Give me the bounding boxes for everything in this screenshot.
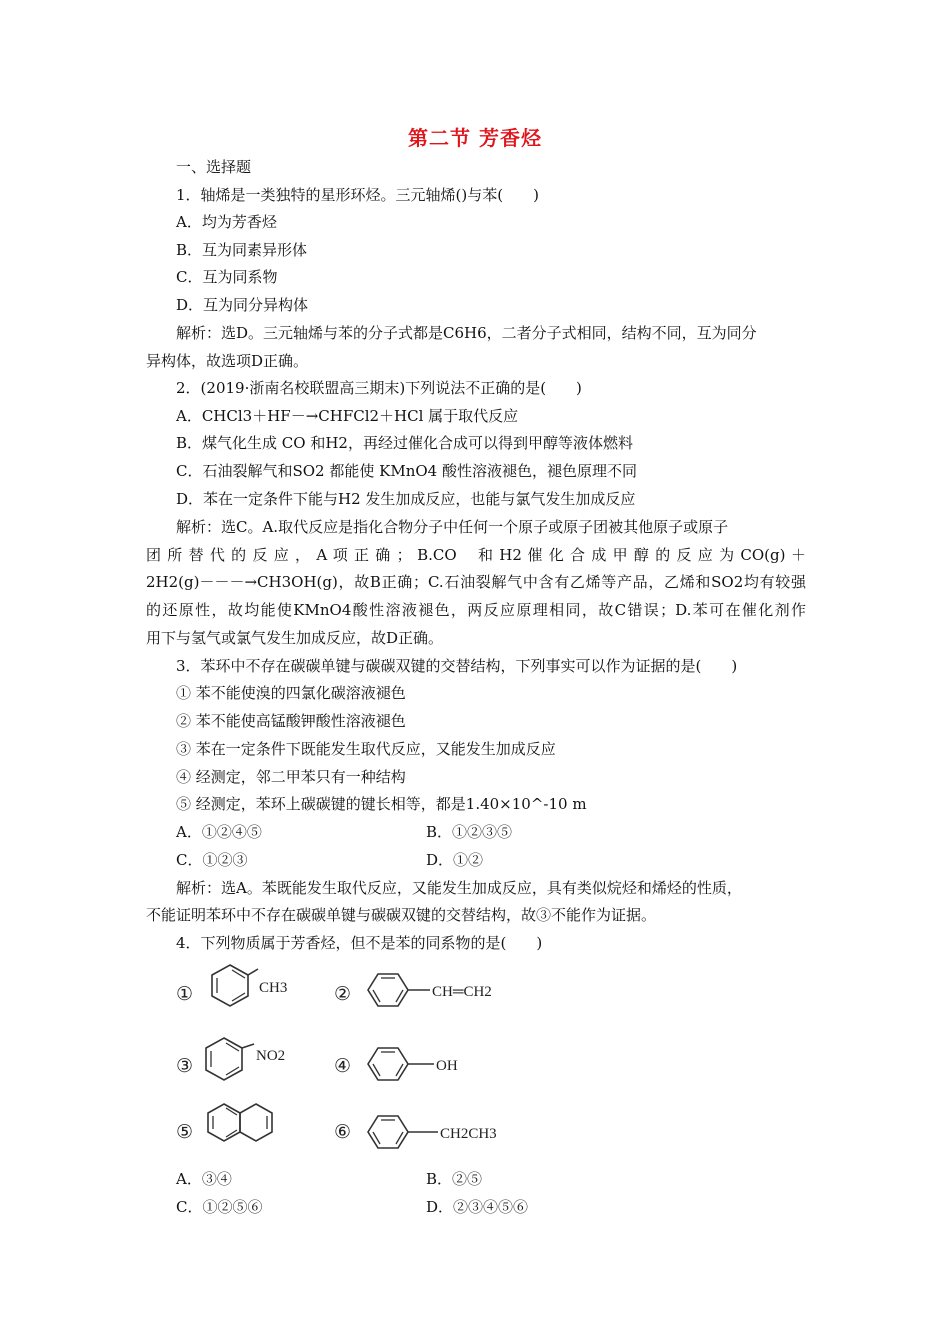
q4-option-d: D．②③④⑤⑥ <box>426 1198 529 1216</box>
substituent-label: CH═CH2 <box>432 984 492 1000</box>
structure-5-naphthalene <box>172 1098 312 1168</box>
q1-option-c: C．互为同系物 <box>176 268 278 286</box>
q3-option-b: B．①②③⑤ <box>426 823 513 841</box>
q2-option-d: D．苯在一定条件下能与H2 发生加成反应，也能与氯气发生加成反应 <box>176 490 636 508</box>
q3-stem: 3．苯环中不存在碳碳单键与碳碳双键的交替结构，下列事实可以作为证据的是( ) <box>176 657 738 675</box>
q3-analysis-line: 不能证明苯环中不存在碳碳单键与碳碳双键的交替结构，故③不能作为证据。 <box>146 906 657 924</box>
q1-stem: 1．轴烯是一类独特的星形环烃。三元轴烯()与苯( ) <box>176 186 539 204</box>
section-heading: 一、选择题 <box>176 158 252 176</box>
q3-fact-1: ① 苯不能使溴的四氯化碳溶液褪色 <box>176 684 406 702</box>
substituent-label: OH <box>436 1058 458 1074</box>
structure-3-nitrobenzene <box>172 1030 312 1100</box>
q4-option-c: C．①②⑤⑥ <box>176 1198 263 1216</box>
q3-fact-4: ④ 经测定，邻二甲苯只有一种结构 <box>176 768 406 786</box>
q3-option-a: A．①②④⑤ <box>176 823 262 841</box>
q2-option-a: A．CHCl3＋HF－→CHFCl2＋HCl 属于取代反应 <box>176 407 519 425</box>
structure-number: ⑤ <box>176 1121 194 1143</box>
q2-analysis-line: 的还原性，故均能使KMnO4酸性溶液褪色，两反应原理相同，故C错误；D.苯可在催化剂作 <box>146 601 806 619</box>
structure-2-styrene <box>330 960 520 1030</box>
substituent-label: NO2 <box>256 1048 286 1064</box>
structure-1-toluene <box>172 960 312 1030</box>
q3-fact-2: ② 苯不能使高锰酸钾酸性溶液褪色 <box>176 712 406 730</box>
q3-option-c: C．①②③ <box>176 851 248 869</box>
q2-option-c: C．石油裂解气和SO2 都能使 KMnO4 酸性溶液褪色，褪色原理不同 <box>176 462 637 480</box>
q3-analysis-line: 解析：选A。苯既能发生取代反应，又能发生加成反应，具有类似烷烃和烯烃的性质， <box>176 879 742 897</box>
q4-option-a: A．③④ <box>176 1170 232 1188</box>
q1-option-a: A．均为芳香烃 <box>176 213 277 231</box>
q2-stem: 2．(2019·浙南名校联盟高三期末)下列说法不正确的是( ) <box>176 379 582 397</box>
page-title: 第二节 芳香烃 <box>408 126 542 150</box>
q1-option-d: D．互为同分异构体 <box>176 296 309 314</box>
structure-4-phenol <box>330 1030 490 1100</box>
q3-fact-3: ③ 苯在一定条件下既能发生取代反应，又能发生加成反应 <box>176 740 556 758</box>
q3-fact-5: ⑤ 经测定，苯环上碳碳键的键长相等，都是1.40×10^-10 m <box>176 795 587 813</box>
q2-option-b: B．煤气化生成 CO 和H2，再经过催化合成可以得到甲醇等液体燃料 <box>176 434 633 452</box>
q1-option-b: B．互为同素异形体 <box>176 241 308 259</box>
structure-number: ⑥ <box>334 1121 352 1143</box>
structure-number: ② <box>334 983 352 1005</box>
q2-analysis-line: 解析：选C。A.取代反应是指化合物分子中任何一个原子或原子团被其他原子或原子 <box>176 518 729 536</box>
structure-number: ④ <box>334 1055 352 1077</box>
structure-number: ③ <box>176 1055 194 1077</box>
substituent-label: CH3 <box>259 980 288 996</box>
structure-6-ethylbenzene <box>330 1098 530 1168</box>
q3-option-d: D．①② <box>426 851 484 869</box>
q4-stem: 4．下列物质属于芳香烃，但不是苯的同系物的是( ) <box>176 934 543 952</box>
q4-option-b: B．②⑤ <box>426 1170 483 1188</box>
substituent-label: CH2CH3 <box>440 1126 497 1142</box>
q2-analysis-line: 2H2(g)－－－→CH3OH(g)，故B正确；C.石油裂解气中含有乙烯等产品，乙烯和SO2均有较强 <box>146 573 806 591</box>
q1-analysis-line: 异构体，故选项D正确。 <box>146 352 309 370</box>
q1-analysis-line: 解析：选D。三元轴烯与苯的分子式都是C6H6，二者分子式相同，结构不同，互为同分 <box>176 324 757 342</box>
structure-number: ① <box>176 983 194 1005</box>
q2-analysis-line: 团 所 替 代 的 反 应 ， A 项 正 确 ； B.CO 和 H2 催 化 合 成 甲 醇 的 反 应 为 CO(g) ＋ <box>146 546 806 564</box>
q2-analysis-line: 用下与氢气或氯气发生加成反应，故D正确。 <box>146 629 444 647</box>
